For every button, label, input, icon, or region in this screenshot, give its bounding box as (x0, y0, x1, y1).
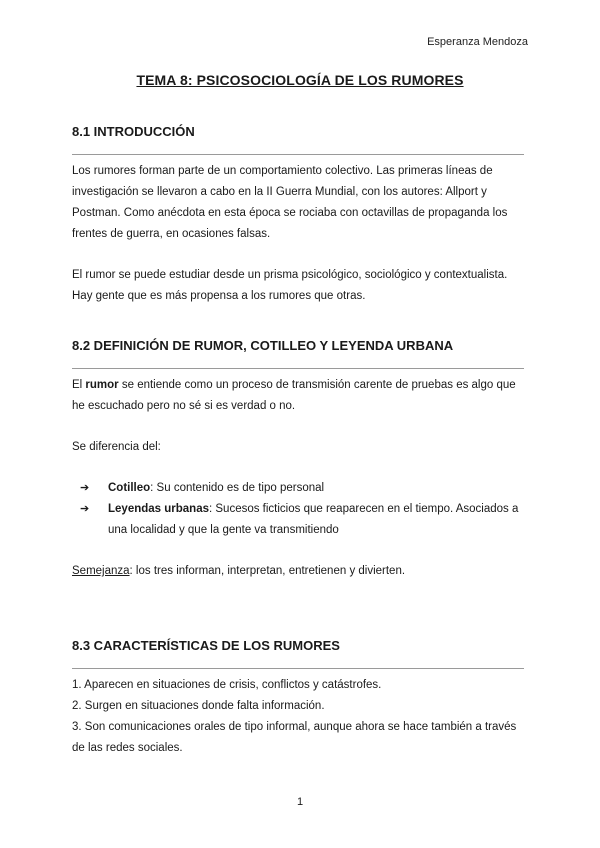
list-item (80, 478, 524, 499)
term-rumor: rumor (85, 379, 119, 391)
section-introduccion (72, 124, 524, 307)
paragraph: El rumor se puede estudiar desde un prisma psicológico, sociológico y contextualista. Hay gente que es más propensa a los rumores que otras. (72, 269, 508, 302)
paragraph (72, 561, 524, 582)
section-divider (72, 368, 524, 369)
paragraph (72, 375, 524, 417)
section-heading: 8.3 CARACTERÍSTICAS DE LOS RUMORES (72, 638, 340, 653)
section-divider (72, 668, 524, 669)
paragraph: Se diferencia del: (72, 441, 161, 453)
arrow-bullet-icon: ➔ (80, 482, 90, 494)
section-definicion (72, 338, 524, 582)
list-item-text: : Sucesos ficticios que reaparecen en el tiempo. Asociados a una localidad y que la gente va transmitiendo (108, 503, 519, 536)
list-item: 3. Son comunicaciones orales de tipo informal, aunque ahora se hace también a través de las redes sociales. (72, 721, 517, 754)
list-item-term: Cotilleo (108, 482, 151, 494)
text-run: : los tres informan, interpretan, entretienen y divierten. (129, 565, 406, 577)
text-run: El (72, 379, 86, 391)
text-run: se entiende como un proceso de transmisión carente de pruebas es algo que he escuchado pero no sé si es verdad o no. (72, 379, 516, 412)
list-item-text: : Su contenido es de tipo personal (150, 482, 325, 494)
document-title: TEMA 8: PSICOSOCIOLOGÍA DE LOS RUMORES (136, 72, 464, 88)
page-number: 1 (296, 796, 304, 808)
header-author: Esperanza Mendoza (427, 36, 528, 48)
list-item: 2. Surgen en situaciones donde falta información. (72, 700, 325, 712)
section-heading: 8.1 INTRODUCCIÓN (72, 124, 195, 139)
arrow-bullet-icon: ➔ (80, 503, 90, 515)
list-item (80, 499, 524, 541)
section-heading: 8.2 DEFINICIÓN DE RUMOR, COTILLEO Y LEYENDA URBANA (72, 338, 454, 353)
bullet-list (72, 478, 524, 541)
list-item: 1. Aparecen en situaciones de crisis, conflictos y catástrofes. (72, 679, 382, 691)
term-semejanza: Semejanza (72, 565, 130, 577)
section-caracteristicas (72, 638, 524, 759)
numbered-list (72, 675, 524, 759)
paragraph: Los rumores forman parte de un comportamiento colectivo. Las primeras líneas de investigación se llevaron a cabo en la II Guerra Mundial, con los autores: Allport y Postman. Como anécdota en esta época se rociaba con octavillas de propaganda los frentes de guerra, en ocasiones falsas. (72, 165, 508, 240)
list-item-term: Leyendas urbanas (108, 503, 209, 515)
section-divider (72, 154, 524, 155)
